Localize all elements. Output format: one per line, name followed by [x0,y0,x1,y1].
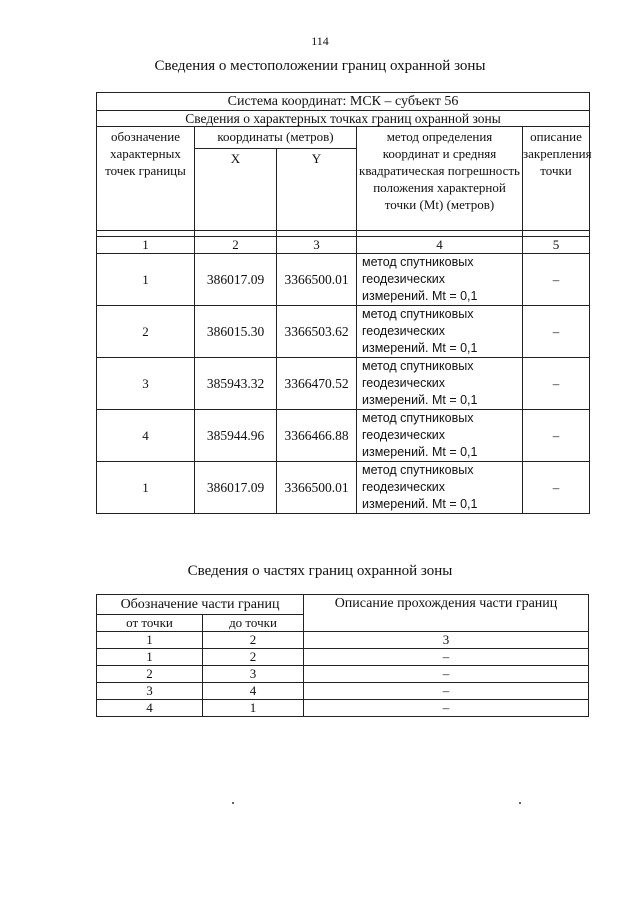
to-point: 4 [203,683,304,700]
fixing-value: – [523,306,590,358]
column-number: 4 [357,237,523,254]
column-number: 5 [523,237,590,254]
table-row [97,666,589,683]
method-line: измерений. Mt = 0,1 [362,289,478,303]
part-description: – [304,666,589,683]
column-number: 1 [97,237,195,254]
point-id: 2 [97,306,195,358]
method-line: метод спутниковых [362,359,474,373]
coord-y: 3366470.52 [277,358,357,410]
method-cell [357,254,523,306]
table-row [97,306,590,358]
fixing-value: – [523,254,590,306]
fixing-value: – [523,462,590,514]
column-number: 2 [203,632,304,649]
method-line: геодезических [362,480,446,494]
method-line: метод спутниковых [362,307,474,321]
to-point: 2 [203,649,304,666]
header-to-point: до точки [203,615,304,632]
point-id: 1 [97,462,195,514]
coord-x: 386017.09 [195,462,277,514]
coord-x: 386017.09 [195,254,277,306]
table-row [97,462,590,514]
section-title-location: Сведения о местоположении границ охранной зоны [154,58,486,74]
table-row [97,649,589,666]
boundary-parts-table [96,594,589,717]
method-line: измерений. Mt = 0,1 [362,497,478,511]
scan-speck [232,802,234,804]
method-line: геодезических [362,428,446,442]
scan-speck [519,802,521,804]
header-coordinates: координаты (метров) [195,127,357,149]
table-row [97,254,590,306]
table-row [97,358,590,410]
method-line: измерений. Mt = 0,1 [362,341,478,355]
column-number: 3 [304,632,589,649]
header-y: Y [277,149,357,231]
column-number: 3 [277,237,357,254]
column-number: 1 [97,632,203,649]
table-row [97,683,589,700]
part-description: – [304,649,589,666]
page-number: 114 [311,34,329,48]
method-cell [357,462,523,514]
fixing-value: – [523,358,590,410]
method-line: измерений. Mt = 0,1 [362,393,478,407]
method-line: геодезических [362,376,446,390]
table-row [97,410,590,462]
from-point: 2 [97,666,203,683]
header-fixing: описание закрепления точки [523,127,590,231]
section-title-parts: Сведения о частях границ охранной зоны [187,563,453,579]
to-point: 1 [203,700,304,717]
part-description: – [304,683,589,700]
method-cell [357,306,523,358]
coord-y: 3366500.01 [277,462,357,514]
method-cell [357,358,523,410]
table-row [97,700,589,717]
coordinate-system-label: Система координат: МСК – субъект 56 [97,93,590,111]
part-description: – [304,700,589,717]
method-line: измерений. Mt = 0,1 [362,445,478,459]
coord-y: 3366503.62 [277,306,357,358]
to-point: 3 [203,666,304,683]
method-line: метод спутниковых [362,411,474,425]
method-line: геодезических [362,272,446,286]
from-point: 3 [97,683,203,700]
coord-x: 385944.96 [195,410,277,462]
coord-y: 3366466.88 [277,410,357,462]
method-line: геодезических [362,324,446,338]
point-id: 1 [97,254,195,306]
header-designation: обозначение характерных точек границы [97,127,195,231]
table-subtitle: Сведения о характерных точках границ охранной зоны [97,111,590,127]
method-cell [357,410,523,462]
boundary-points-table [96,92,590,514]
coord-x: 385943.32 [195,358,277,410]
header-x: X [195,149,277,231]
method-line: метод спутниковых [362,463,474,477]
point-id: 3 [97,358,195,410]
from-point: 4 [97,700,203,717]
column-number: 2 [195,237,277,254]
header-method: метод определения координат и средняя квадратическая погрешность положения характерной точки (Mt) (метров) [357,127,523,231]
header-part-designation: Обозначение части границ [97,595,304,615]
header-part-description: Описание прохождения части границ [304,595,589,632]
method-line: метод спутниковых [362,255,474,269]
from-point: 1 [97,649,203,666]
header-from-point: от точки [97,615,203,632]
fixing-value: – [523,410,590,462]
coord-x: 386015.30 [195,306,277,358]
point-id: 4 [97,410,195,462]
coord-y: 3366500.01 [277,254,357,306]
